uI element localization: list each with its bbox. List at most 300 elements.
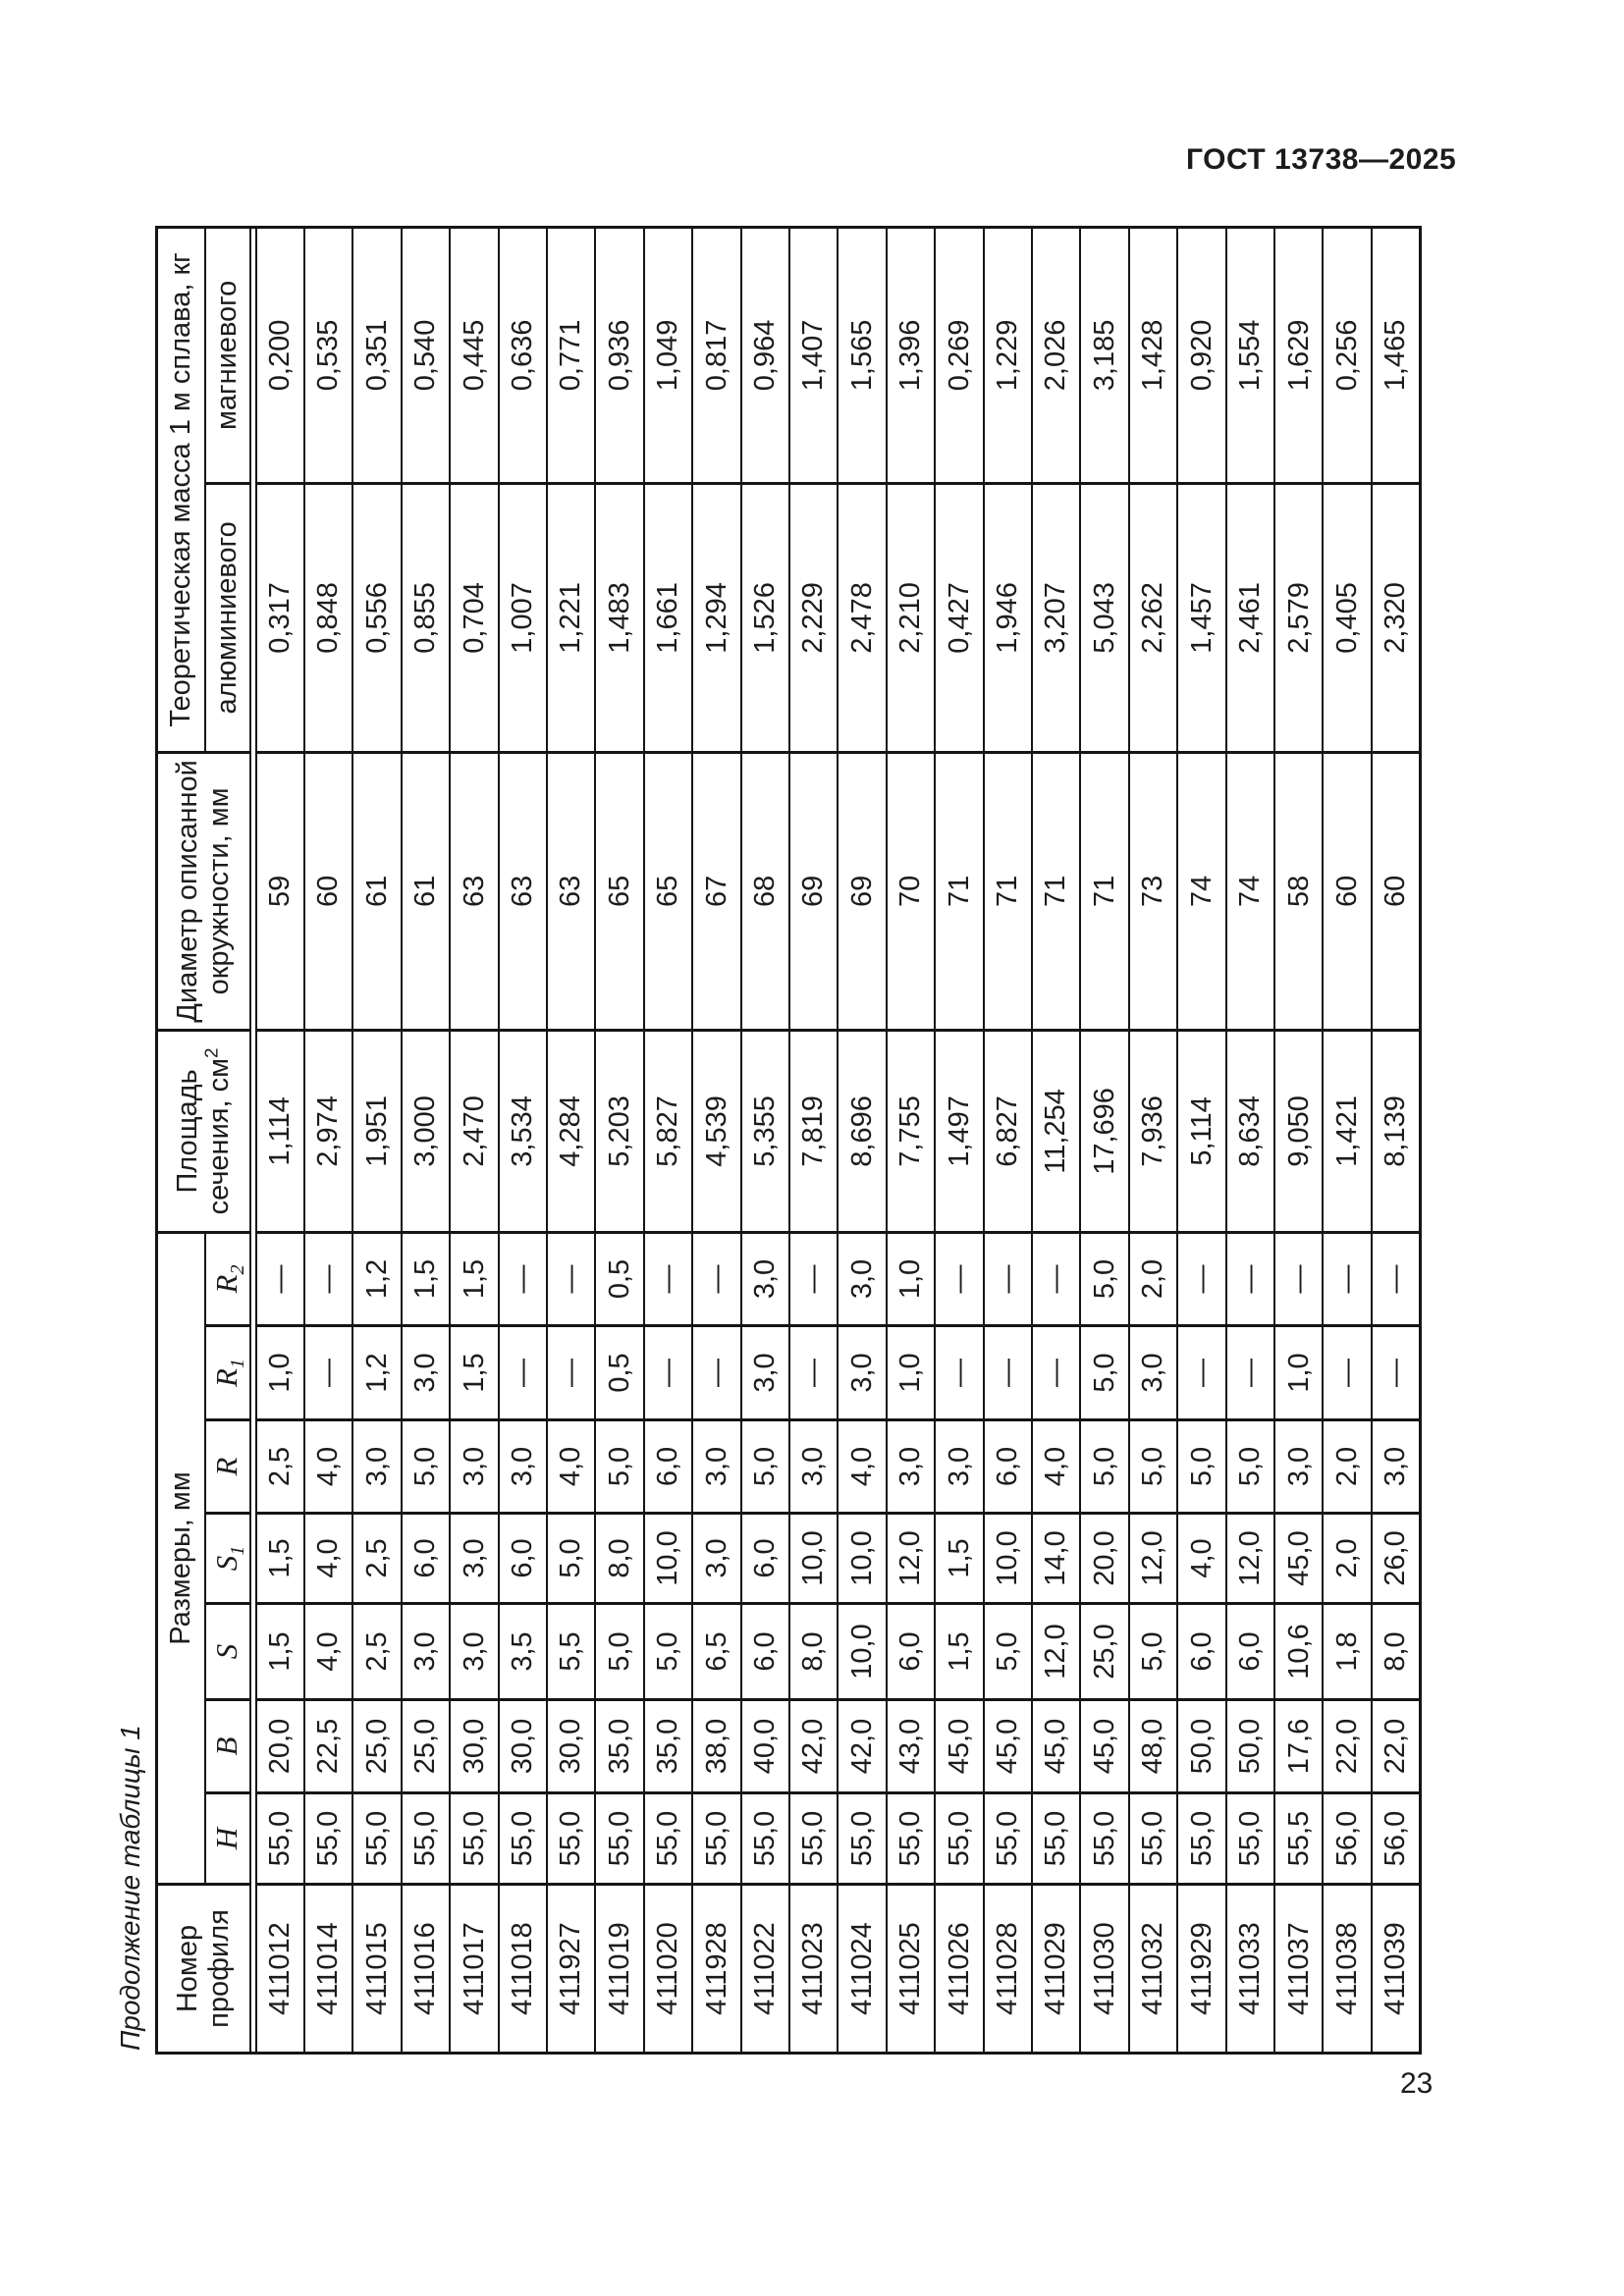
cell-r: 5,0 (1177, 1420, 1225, 1514)
cell-section-area: 1,951 (352, 1030, 401, 1232)
cell-mass-magnesium: 1,229 (984, 227, 1032, 483)
table-row (1226, 227, 1274, 2053)
cell-diameter: 59 (256, 752, 304, 1030)
cell-r: 3,0 (499, 1420, 547, 1514)
cell-mass-aluminum: 0,317 (256, 483, 304, 752)
header-theoretical-mass-group: Теоретическая масса 1 м сплава, кг (157, 227, 205, 752)
cell-r1: 3,0 (741, 1326, 789, 1420)
header-profile-line2: профиля (203, 1909, 236, 2028)
header-dim-h: H (205, 1793, 250, 1885)
cell-b: 50,0 (1226, 1700, 1274, 1793)
cell-r: 5,0 (741, 1420, 789, 1514)
cell-mass-magnesium: 1,396 (887, 227, 935, 483)
table-continuation-title: Продолжение таблицы 1 (115, 1725, 145, 2051)
cell-r1: — (644, 1326, 692, 1420)
cell-s: 5,0 (595, 1604, 643, 1700)
cell-section-area: 7,755 (887, 1030, 935, 1232)
cell-r1: — (499, 1326, 547, 1420)
cell-r2: 0,5 (595, 1232, 643, 1325)
cell-s1: 26,0 (1372, 1514, 1421, 1604)
cell-r2: — (984, 1232, 1032, 1325)
cell-mass-aluminum: 0,405 (1323, 483, 1371, 752)
cell-b: 45,0 (1032, 1700, 1080, 1793)
cell-mass-aluminum: 1,294 (692, 483, 740, 752)
cell-diameter: 65 (644, 752, 692, 1030)
cell-mass-magnesium: 0,636 (499, 227, 547, 483)
cell-r: 4,0 (547, 1420, 595, 1514)
cell-b: 35,0 (644, 1700, 692, 1793)
cell-mass-aluminum: 0,556 (352, 483, 401, 752)
cell-s: 3,0 (402, 1604, 450, 1700)
cell-r1: 1,0 (1274, 1326, 1323, 1420)
cell-s1: 20,0 (1080, 1514, 1128, 1604)
cell-section-area: 6,827 (984, 1030, 1032, 1232)
table-row (1323, 227, 1371, 2053)
cell-diameter: 65 (595, 752, 643, 1030)
cell-r: 3,0 (692, 1420, 740, 1514)
cell-r2: 2,0 (1129, 1232, 1177, 1325)
cell-mass-magnesium: 0,269 (935, 227, 983, 483)
cell-mass-aluminum: 2,478 (838, 483, 886, 752)
cell-s1: 14,0 (1032, 1514, 1080, 1604)
cell-b: 48,0 (1129, 1700, 1177, 1793)
cell-s: 5,0 (1129, 1604, 1177, 1700)
cell-r: 3,0 (789, 1420, 838, 1514)
header-area-line1: Площадь (171, 1069, 203, 1194)
cell-diameter: 63 (499, 752, 547, 1030)
cell-mass-magnesium: 1,428 (1129, 227, 1177, 483)
cell-r: 5,0 (402, 1420, 450, 1514)
cell-r2: 1,0 (887, 1232, 935, 1325)
cell-section-area: 11,254 (1032, 1030, 1080, 1232)
cell-section-area: 8,139 (1372, 1030, 1421, 1232)
cell-mass-magnesium: 1,049 (644, 227, 692, 483)
cell-diameter: 74 (1226, 752, 1274, 1030)
cell-r2: — (256, 1232, 304, 1325)
cell-s: 6,0 (1177, 1604, 1225, 1700)
cell-diameter: 63 (547, 752, 595, 1030)
cell-mass-aluminum: 1,526 (741, 483, 789, 752)
cell-r1: 1,0 (256, 1326, 304, 1420)
table-row (644, 227, 692, 2053)
cell-r1: — (1323, 1326, 1371, 1420)
cell-b: 22,0 (1372, 1700, 1421, 1793)
cell-s1: 10,0 (644, 1514, 692, 1604)
table-row (595, 227, 643, 2053)
cell-profile-number: 411015 (352, 1885, 401, 2054)
cell-section-area: 8,696 (838, 1030, 886, 1232)
cell-r2: 1,2 (352, 1232, 401, 1325)
header-dim-b: B (205, 1700, 250, 1793)
cell-mass-magnesium: 0,200 (256, 227, 304, 483)
cell-h: 55,0 (450, 1793, 498, 1885)
cell-r: 4,0 (1032, 1420, 1080, 1514)
cell-mass-magnesium: 0,351 (352, 227, 401, 483)
cell-diameter: 69 (838, 752, 886, 1030)
cell-b: 40,0 (741, 1700, 789, 1793)
cell-s: 2,5 (352, 1604, 401, 1700)
table-row (450, 227, 498, 2053)
cell-h: 55,0 (838, 1793, 886, 1885)
cell-b: 35,0 (595, 1700, 643, 1793)
header-profile-line1: Номер (171, 1924, 203, 2013)
table-row (1177, 227, 1225, 2053)
cell-mass-aluminum: 0,704 (450, 483, 498, 752)
cell-b: 30,0 (499, 1700, 547, 1793)
cell-b: 45,0 (935, 1700, 983, 1793)
cell-diameter: 68 (741, 752, 789, 1030)
cell-r: 3,0 (935, 1420, 983, 1514)
header-dim-r2: $R_2$ (205, 1232, 250, 1325)
cell-mass-aluminum: 2,262 (1129, 483, 1177, 752)
cell-mass-aluminum: 0,855 (402, 483, 450, 752)
cell-s1: 5,0 (547, 1514, 595, 1604)
cell-b: 42,0 (838, 1700, 886, 1793)
table-row (402, 227, 450, 2053)
cell-mass-magnesium: 1,554 (1226, 227, 1274, 483)
table-row (935, 227, 983, 2053)
cell-s: 6,0 (1226, 1604, 1274, 1700)
header-dim-s: S (205, 1604, 250, 1700)
cell-b: 25,0 (352, 1700, 401, 1793)
cell-mass-aluminum: 1,661 (644, 483, 692, 752)
cell-profile-number: 411022 (741, 1885, 789, 2054)
cell-profile-number: 411038 (1323, 1885, 1371, 2054)
cell-mass-magnesium: 1,465 (1372, 227, 1421, 483)
cell-r: 4,0 (838, 1420, 886, 1514)
header-dimensions-group: Размеры, мм (157, 1232, 205, 1884)
cell-h: 55,0 (402, 1793, 450, 1885)
cell-r2: — (1177, 1232, 1225, 1325)
cell-profile-number: 411014 (304, 1885, 352, 2054)
cell-s: 3,5 (499, 1604, 547, 1700)
cell-diameter: 71 (935, 752, 983, 1030)
header-area-line2: сечения, см (203, 1057, 236, 1215)
cell-r2: — (644, 1232, 692, 1325)
cell-s1: 2,5 (352, 1514, 401, 1604)
cell-profile-number: 411929 (1177, 1885, 1225, 2054)
table-row (789, 227, 838, 2053)
cell-section-area: 7,936 (1129, 1030, 1177, 1232)
cell-r1: — (547, 1326, 595, 1420)
cell-r2: 5,0 (1080, 1232, 1128, 1325)
cell-r: 3,0 (1372, 1420, 1421, 1514)
cell-diameter: 67 (692, 752, 740, 1030)
cell-s1: 1,5 (256, 1514, 304, 1604)
cell-r1: 3,0 (402, 1326, 450, 1420)
cell-h: 55,0 (984, 1793, 1032, 1885)
header-profile-number (157, 1885, 250, 2054)
cell-s1: 12,0 (1129, 1514, 1177, 1604)
cell-profile-number: 411024 (838, 1885, 886, 2054)
cell-r2: — (499, 1232, 547, 1325)
cell-s: 1,8 (1323, 1604, 1371, 1700)
cell-mass-aluminum: 0,848 (304, 483, 352, 752)
cell-h: 55,0 (741, 1793, 789, 1885)
cell-section-area: 5,114 (1177, 1030, 1225, 1232)
cell-mass-aluminum: 5,043 (1080, 483, 1128, 752)
cell-s: 1,5 (256, 1604, 304, 1700)
cell-b: 30,0 (450, 1700, 498, 1793)
cell-r2: — (304, 1232, 352, 1325)
cell-b: 25,0 (402, 1700, 450, 1793)
cell-h: 56,0 (1372, 1793, 1421, 1885)
cell-section-area: 5,203 (595, 1030, 643, 1232)
cell-h: 55,0 (547, 1793, 595, 1885)
cell-r1: — (984, 1326, 1032, 1420)
cell-section-area: 3,000 (402, 1030, 450, 1232)
cell-profile-number: 411032 (1129, 1885, 1177, 2054)
table-body (256, 227, 1421, 2053)
cell-r2: — (547, 1232, 595, 1325)
cell-section-area: 2,974 (304, 1030, 352, 1232)
cell-h: 55,0 (789, 1793, 838, 1885)
header-mass-magnesium: магниевого (205, 227, 250, 483)
cell-s1: 6,0 (741, 1514, 789, 1604)
table-row (984, 227, 1032, 2053)
table-row (1372, 227, 1421, 2053)
cell-mass-magnesium: 0,817 (692, 227, 740, 483)
cell-r1: — (1372, 1326, 1421, 1420)
cell-mass-magnesium: 3,185 (1080, 227, 1128, 483)
cell-r2: — (1323, 1232, 1371, 1325)
cell-h: 55,0 (1226, 1793, 1274, 1885)
table-row (741, 227, 789, 2053)
cell-mass-magnesium: 0,445 (450, 227, 498, 483)
cell-s1: 10,0 (984, 1514, 1032, 1604)
cell-diameter: 71 (984, 752, 1032, 1030)
cell-section-area: 2,470 (450, 1030, 498, 1232)
cell-profile-number: 411012 (256, 1885, 304, 2054)
cell-profile-number: 411019 (595, 1885, 643, 2054)
cell-h: 55,0 (256, 1793, 304, 1885)
cell-profile-number: 411028 (984, 1885, 1032, 2054)
page-number: 23 (1400, 2067, 1434, 2100)
table-row (256, 227, 304, 2053)
cell-r1: 3,0 (838, 1326, 886, 1420)
header-mass-aluminum: алюминиевого (205, 483, 250, 752)
cell-s1: 12,0 (887, 1514, 935, 1604)
cell-mass-magnesium: 0,936 (595, 227, 643, 483)
cell-mass-aluminum: 0,427 (935, 483, 983, 752)
cell-s: 12,0 (1032, 1604, 1080, 1700)
cell-r2: — (1032, 1232, 1080, 1325)
cell-mass-aluminum: 2,579 (1274, 483, 1323, 752)
cell-section-area: 4,539 (692, 1030, 740, 1232)
cell-r1: — (304, 1326, 352, 1420)
cell-r1: — (1032, 1326, 1080, 1420)
cell-b: 22,5 (304, 1700, 352, 1793)
cell-section-area: 9,050 (1274, 1030, 1323, 1232)
cell-b: 30,0 (547, 1700, 595, 1793)
cell-profile-number: 411025 (887, 1885, 935, 2054)
cell-s1: 12,0 (1226, 1514, 1274, 1604)
cell-b: 43,0 (887, 1700, 935, 1793)
cell-s: 1,5 (935, 1604, 983, 1700)
cell-s1: 4,0 (1177, 1514, 1225, 1604)
cell-profile-number: 411030 (1080, 1885, 1128, 2054)
header-diameter-line1: Диаметр описанной (171, 760, 203, 1023)
cell-r2: 1,5 (450, 1232, 498, 1325)
cell-diameter: 74 (1177, 752, 1225, 1030)
cell-s: 25,0 (1080, 1604, 1128, 1700)
cell-profile-number: 411018 (499, 1885, 547, 2054)
cell-diameter: 60 (304, 752, 352, 1030)
cell-h: 55,0 (304, 1793, 352, 1885)
cell-r1: 1,2 (352, 1326, 401, 1420)
cell-diameter: 63 (450, 752, 498, 1030)
header-dim-r1: $R_1$ (205, 1326, 250, 1420)
table-header (157, 227, 256, 2053)
cell-diameter: 71 (1032, 752, 1080, 1030)
cell-s: 6,0 (887, 1604, 935, 1700)
cell-r: 5,0 (1226, 1420, 1274, 1514)
cell-section-area: 3,534 (499, 1030, 547, 1232)
header-diameter-line2: окружности, мм (203, 787, 236, 995)
cell-r2: — (789, 1232, 838, 1325)
cell-profile-number: 411039 (1372, 1885, 1421, 2054)
header-section-area (157, 1030, 250, 1232)
cell-mass-aluminum: 2,320 (1372, 483, 1421, 752)
cell-h: 55,5 (1274, 1793, 1323, 1885)
cell-b: 17,6 (1274, 1700, 1323, 1793)
cell-h: 55,0 (1032, 1793, 1080, 1885)
table-row (838, 227, 886, 2053)
cell-section-area: 8,634 (1226, 1030, 1274, 1232)
cell-b: 42,0 (789, 1700, 838, 1793)
cell-profile-number: 411023 (789, 1885, 838, 2054)
table-row (692, 227, 740, 2053)
cell-diameter: 60 (1372, 752, 1421, 1030)
cell-r: 3,0 (887, 1420, 935, 1514)
header-dim-s1: $S_1$ (205, 1514, 250, 1604)
cell-profile-number: 411017 (450, 1885, 498, 2054)
table-row (352, 227, 401, 2053)
cell-r: 5,0 (1129, 1420, 1177, 1514)
cell-mass-aluminum: 2,210 (887, 483, 935, 752)
cell-section-area: 1,114 (256, 1030, 304, 1232)
cell-s1: 8,0 (595, 1514, 643, 1604)
cell-r1: — (1177, 1326, 1225, 1420)
cell-r: 5,0 (1080, 1420, 1128, 1514)
cell-h: 55,0 (499, 1793, 547, 1885)
cell-s1: 10,0 (838, 1514, 886, 1604)
cell-diameter: 70 (887, 752, 935, 1030)
cell-b: 38,0 (692, 1700, 740, 1793)
cell-s1: 10,0 (789, 1514, 838, 1604)
cell-mass-magnesium: 0,771 (547, 227, 595, 483)
cell-h: 55,0 (1129, 1793, 1177, 1885)
cell-r1: — (692, 1326, 740, 1420)
cell-profile-number: 411033 (1226, 1885, 1274, 2054)
cell-r: 2,5 (256, 1420, 304, 1514)
cell-s: 8,0 (789, 1604, 838, 1700)
cell-s: 6,0 (741, 1604, 789, 1700)
cell-s1: 6,0 (402, 1514, 450, 1604)
cell-h: 55,0 (595, 1793, 643, 1885)
header-row-groups (157, 227, 205, 2053)
cell-r1: 0,5 (595, 1326, 643, 1420)
cell-profile-number: 411016 (402, 1885, 450, 2054)
cell-diameter: 60 (1323, 752, 1371, 1030)
cell-mass-magnesium: 1,629 (1274, 227, 1323, 483)
cell-h: 55,0 (887, 1793, 935, 1885)
cell-h: 55,0 (692, 1793, 740, 1885)
cell-mass-magnesium: 0,964 (741, 227, 789, 483)
cell-s1: 1,5 (935, 1514, 983, 1604)
header-dim-r: R (205, 1420, 250, 1514)
cell-r2: — (935, 1232, 983, 1325)
cell-r2: 3,0 (838, 1232, 886, 1325)
cell-profile-number: 411020 (644, 1885, 692, 2054)
cell-mass-magnesium: 0,920 (1177, 227, 1225, 483)
cell-r: 6,0 (984, 1420, 1032, 1514)
cell-s1: 3,0 (450, 1514, 498, 1604)
cell-r: 4,0 (304, 1420, 352, 1514)
cell-r1: 3,0 (1129, 1326, 1177, 1420)
cell-s: 5,0 (984, 1604, 1032, 1700)
table-row (1274, 227, 1323, 2053)
cell-r1: 1,0 (887, 1326, 935, 1420)
cell-s1: 4,0 (304, 1514, 352, 1604)
cell-section-area: 17,696 (1080, 1030, 1128, 1232)
cell-r1: 1,5 (450, 1326, 498, 1420)
cell-b: 20,0 (256, 1700, 304, 1793)
table-row (887, 227, 935, 2053)
cell-section-area: 4,284 (547, 1030, 595, 1232)
cell-r2: — (692, 1232, 740, 1325)
cell-s: 10,0 (838, 1604, 886, 1700)
cell-r2: — (1372, 1232, 1421, 1325)
cell-mass-magnesium: 0,540 (402, 227, 450, 483)
cell-mass-magnesium: 2,026 (1032, 227, 1080, 483)
cell-section-area: 5,827 (644, 1030, 692, 1232)
cell-section-area: 5,355 (741, 1030, 789, 1232)
cell-s: 6,5 (692, 1604, 740, 1700)
cell-r: 6,0 (644, 1420, 692, 1514)
cell-diameter: 61 (402, 752, 450, 1030)
cell-b: 45,0 (1080, 1700, 1128, 1793)
table-row (1032, 227, 1080, 2053)
cell-s1: 2,0 (1323, 1514, 1371, 1604)
cell-section-area: 7,819 (789, 1030, 838, 1232)
cell-r1: — (789, 1326, 838, 1420)
cell-diameter: 71 (1080, 752, 1128, 1030)
cell-h: 55,0 (352, 1793, 401, 1885)
cell-r2: — (1226, 1232, 1274, 1325)
cell-mass-aluminum: 2,461 (1226, 483, 1274, 752)
cell-section-area: 1,497 (935, 1030, 983, 1232)
cell-mass-aluminum: 3,207 (1032, 483, 1080, 752)
cell-mass-aluminum: 1,946 (984, 483, 1032, 752)
cell-diameter: 58 (1274, 752, 1323, 1030)
cell-profile-number: 411026 (935, 1885, 983, 2054)
cell-s: 10,6 (1274, 1604, 1323, 1700)
cell-h: 55,0 (1177, 1793, 1225, 1885)
cell-diameter: 73 (1129, 752, 1177, 1030)
cell-s: 8,0 (1372, 1604, 1421, 1700)
cell-r: 3,0 (450, 1420, 498, 1514)
cell-profile-number: 411029 (1032, 1885, 1080, 2054)
cell-mass-magnesium: 1,407 (789, 227, 838, 483)
cell-diameter: 61 (352, 752, 401, 1030)
cell-b: 45,0 (984, 1700, 1032, 1793)
cell-r: 3,0 (1274, 1420, 1323, 1514)
cell-mass-aluminum: 1,483 (595, 483, 643, 752)
cell-s1: 3,0 (692, 1514, 740, 1604)
table-row (499, 227, 547, 2053)
cell-mass-magnesium: 0,256 (1323, 227, 1371, 483)
